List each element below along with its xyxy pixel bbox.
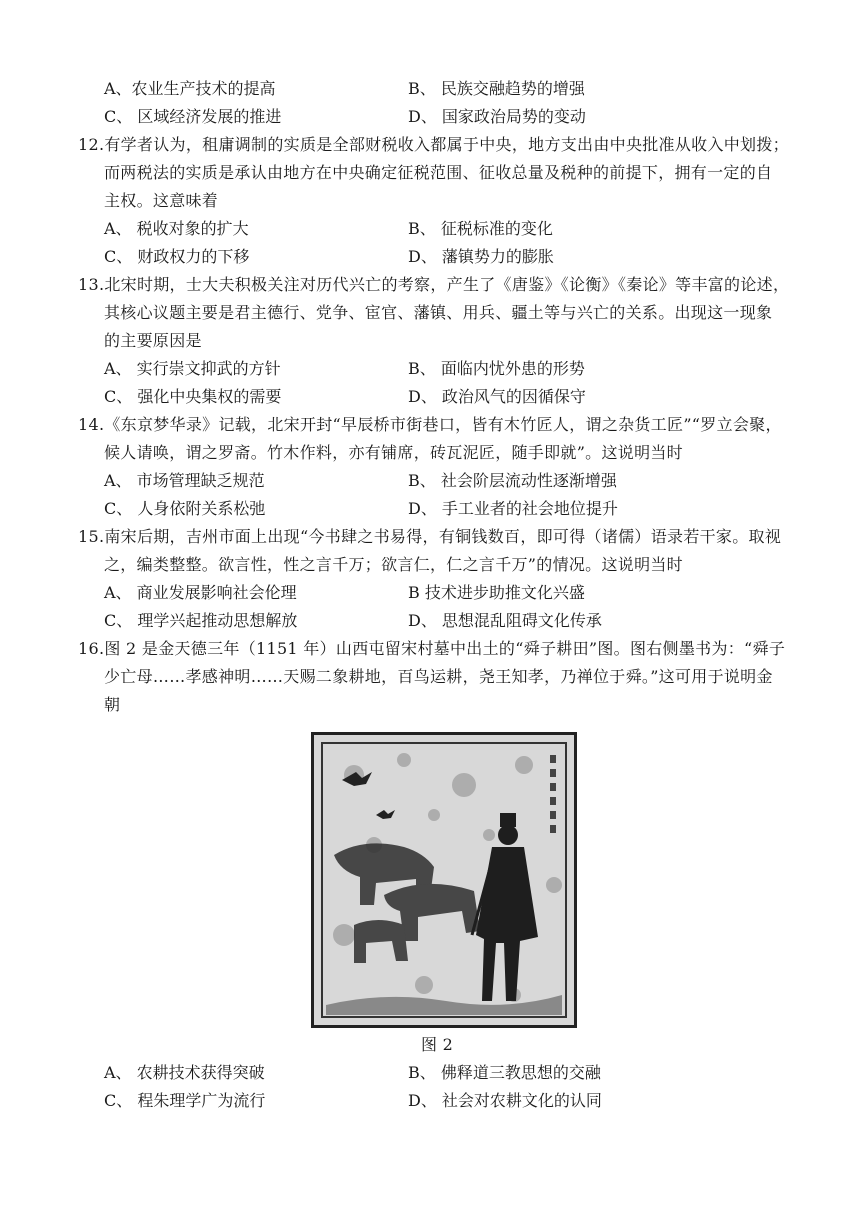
q14-stem-line2: 候人请唤，谓之罗斋。竹木作料，亦有铺席，砖瓦泥匠，随手即就”。这说明当时 [104, 443, 683, 462]
q14-option-a: A、 市场管理缺乏规范 [104, 471, 265, 490]
q15-option-d: D、 思想混乱阻碍文化传承 [408, 611, 602, 630]
q16-option-a: A、 农耕技术获得突破 [104, 1063, 265, 1082]
q12-option-b: B、 征税标准的变化 [408, 219, 553, 238]
q13-stem-line3: 的主要原因是 [104, 331, 202, 350]
q15-option-a: A、 商业发展影响社会伦理 [104, 583, 297, 602]
q11-option-c: C、 区域经济发展的推进 [104, 107, 282, 126]
q12-option-c: C、 财政权力的下移 [104, 247, 250, 266]
q16-stem-line3: 朝 [104, 695, 121, 714]
figure-caption: 图 2 [421, 1035, 454, 1054]
q14-stem-line1: 14.《东京梦华录》记载，北宋开封“早辰桥市街巷口，皆有木竹匠人，谓之杂货工匠”“罗立会聚， [78, 415, 782, 434]
q13-option-b: B、 面临内忧外患的形势 [408, 359, 585, 378]
q12-stem-line2: 而两税法的实质是承认由地方在中央确定征税范围、征收总量及税种的前提下，拥有一定的自 [104, 163, 773, 182]
q12-option-d: D、 藩镇势力的膨胀 [408, 247, 554, 266]
q15-stem-line1: 15.南宋后期，吉州市面上出现“今书肆之书易得，有铜钱数百，即可得（诸儒）语录若干家。取视 [78, 527, 782, 546]
q14-option-b: B、 社会阶层流动性逐渐增强 [408, 471, 617, 490]
q16-option-d: D、 社会对农耕文化的认同 [408, 1091, 602, 1110]
q16-stem-line1: 16.图 2 是金天德三年（1151 年）山西屯留宋村墓中出土的“舜子耕田”图。图右侧墨书为：“舜子 [78, 639, 786, 658]
q16-stem-line2: 少亡母……孝感神明……天赐二象耕地，百鸟运耕，尧王知孝，乃禅位于舜。”这可用于说明金 [104, 667, 773, 686]
q11-option-b: B、 民族交融趋势的增强 [408, 79, 585, 98]
q15-option-b: B 技术进步助推文化兴盛 [408, 583, 585, 602]
mural-illustration [314, 735, 574, 1025]
q14-option-d: D、 手工业者的社会地位提升 [408, 499, 618, 518]
q16-option-c: C、 程朱理学广为流行 [104, 1091, 266, 1110]
q11-option-a: A、农业生产技术的提高 [104, 79, 276, 98]
q13-option-c: C、 强化中央集权的需要 [104, 387, 282, 406]
q11-option-d: D、 国家政治局势的变动 [408, 107, 586, 126]
q13-option-d: D、 政治风气的因循保守 [408, 387, 586, 406]
q12-option-a: A、 税收对象的扩大 [104, 219, 249, 238]
q13-stem-line1: 13.北宋时期，士大夫积极关注对历代兴亡的考察，产生了《唐鉴》《论衡》《秦论》等丰富的论述， [78, 275, 790, 294]
q13-option-a: A、 实行崇文抑武的方针 [104, 359, 281, 378]
q13-stem-line2: 其核心议题主要是君主德行、党争、宦官、藩镇、用兵、疆土等与兴亡的关系。出现这一现象 [104, 303, 773, 322]
q14-option-c: C、 人身依附关系松弛 [104, 499, 266, 518]
q15-option-c: C、 理学兴起推动思想解放 [104, 611, 298, 630]
q12-stem-line1: 12.有学者认为，租庸调制的实质是全部财税收入都属于中央，地方支出由中央批准从收入中划拨； [78, 135, 789, 154]
q12-stem-line3: 主权。这意味着 [104, 191, 219, 210]
q16-option-b: B、 佛释道三教思想的交融 [408, 1063, 601, 1082]
figure-shunzi-plowing-mural [311, 732, 577, 1028]
q15-stem-line2: 之，编类整整。欲言性，性之言千万；欲言仁，仁之言千万”的情况。这说明当时 [104, 555, 683, 574]
